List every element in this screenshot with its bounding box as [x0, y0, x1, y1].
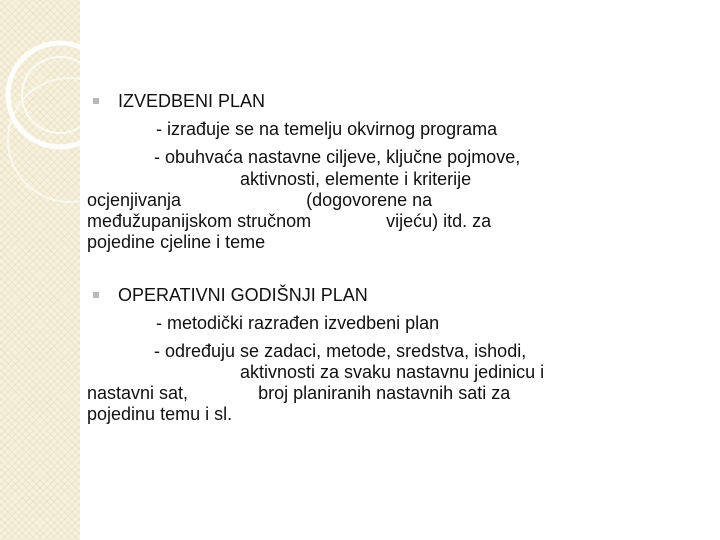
bullet-icon — [93, 98, 99, 104]
section-line: - izrađuje se na temelju okvirnog programa — [156, 119, 498, 139]
section-line: - obuhvaća nastavne ciljeve, ključne pojmove, — [154, 147, 521, 167]
section-line: pojedinu temu i sl. — [87, 404, 233, 424]
section-heading: OPERATIVNI GODIŠNJI PLAN — [118, 285, 368, 305]
section-line: ocjenjivanja (dogovorene na — [87, 190, 433, 210]
section-line: pojedine cjeline i teme — [87, 232, 266, 252]
section-line: - metodički razrađen izvedbeni plan — [156, 313, 440, 333]
section-line: aktivnosti, elemente i kriterije — [240, 169, 472, 189]
section-line: - određuju se zadaci, metode, sredstva, ishodi, — [154, 341, 527, 361]
section-line: aktivnosti za svaku nastavnu jedinicu i — [240, 362, 545, 382]
section-line: međužupanijskom stručnom vijeću) itd. za — [87, 211, 492, 231]
section-line: nastavni sat, broj planiranih nastavnih sati za — [87, 383, 511, 403]
bullet-icon — [93, 292, 99, 298]
section-heading: IZVEDBENI PLAN — [118, 91, 266, 111]
